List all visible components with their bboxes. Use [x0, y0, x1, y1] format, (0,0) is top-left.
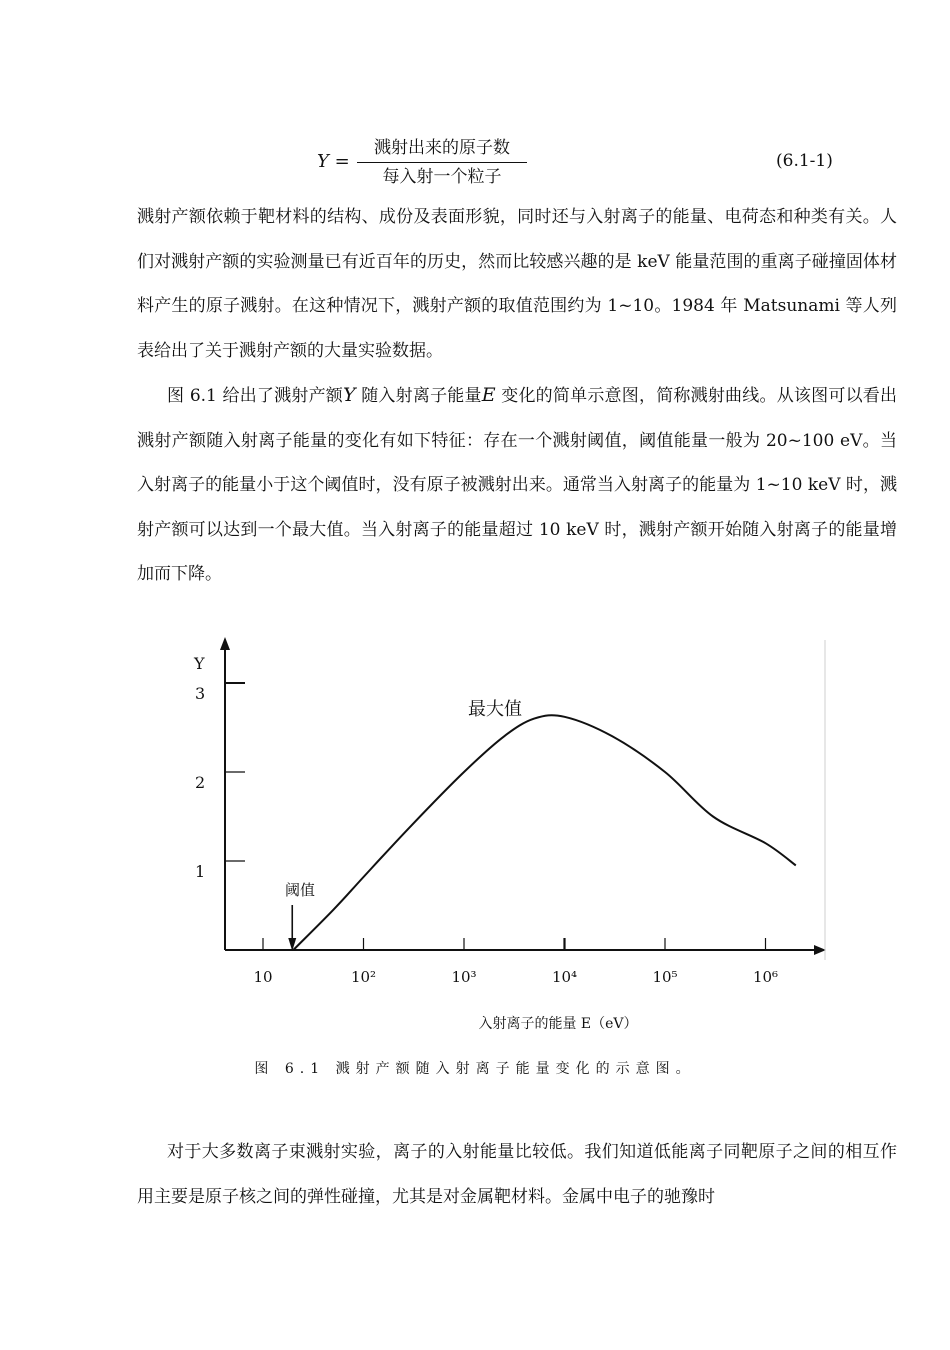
- chart-axes: [193, 637, 826, 1032]
- threshold-label: 阈值: [284, 881, 316, 899]
- equation-numerator: 溅射出来的原子数: [374, 138, 510, 158]
- paragraph-2-part-2: 随入射离子能量: [355, 386, 482, 406]
- equation-denominator: 每入射一个粒子: [382, 167, 502, 187]
- fraction-bar: [357, 162, 527, 163]
- y-axis-arrowhead: [220, 637, 230, 650]
- x-tick-label-2: 10³: [451, 968, 477, 986]
- sputtering-curve-chart: [180, 625, 860, 1045]
- paragraph-3: 对于大多数离子束溅射实验，离子的入射能量比较低。我们知道低能离子同靶原子之间的相互作用主要是原子核之间的弹性碰撞，尤其是对金属靶材料。金属中电子的驰豫时: [137, 1142, 897, 1207]
- x-axis-arrowhead: [814, 945, 826, 955]
- x-tick-label-4: 10⁵: [652, 968, 678, 986]
- x-tick-label-1: 10²: [350, 968, 377, 986]
- variable-y: Y: [343, 384, 356, 406]
- paragraph-2-part-1: 图 6.1 给出了溅射产额: [167, 386, 344, 406]
- paragraph-2-part-3: 变化的简单示意图，简称溅射曲线。从该图可以看出溅射产额随入射离子能量的变化有如下特征：存在一个溅射阈值，阈值能量一般为 20~100 eV。当入射离子的能量小于这个阈值时，没有原子被溅射出来。通常当入射离子的能量为 1~10 keV 时，溅射产额可以达到一个最大值。当入射离子的能量超过 10 keV 时，溅射产额开始随入射离子的能量增加而下降。: [137, 386, 898, 584]
- x-axis-label: 入射离子的能量 E（eV）: [478, 1016, 638, 1032]
- x-tick-label-5: 10⁶: [752, 968, 779, 986]
- chart-marks: [285, 699, 796, 951]
- equation-number: (6.1-1): [776, 151, 833, 171]
- variable-e: E: [481, 384, 496, 406]
- paragraph-2: [137, 373, 897, 597]
- x-tick-label-3: 10⁴: [551, 968, 578, 986]
- maximum-label: 最大值: [468, 699, 522, 720]
- sputtering-yield-curve: [293, 715, 796, 950]
- paragraph-1: 溅射产额依赖于靶材料的结构、成份及表面形貌，同时还与入射离子的能量、电荷态和种类有关。人们对溅射产额的实验测量已有近百年的历史，然而比较感兴趣的是 keV 能量范围的重离子碰撞固体材料产生的原子溅射。在这种情况下，溅射产额的取值范围约为 1~10。1984 年 Matsunami 等人列表给出了关于溅射产额的大量实验数据。: [137, 207, 897, 361]
- y-tick-label-1: 1: [195, 862, 206, 881]
- equation-lhs: Y =: [317, 151, 350, 172]
- sputtering-curve-figure: [180, 625, 860, 1045]
- x-tick-label-0: 10: [253, 968, 273, 986]
- equation-fraction: [357, 135, 527, 189]
- equation-6-1-1: [300, 135, 860, 195]
- figure-caption: 图 6.1 溅射产额随入射离子能量变化的示意图。: [254, 1061, 696, 1077]
- y-axis-label: Y: [194, 654, 205, 673]
- y-tick-label-2: 2: [195, 773, 206, 792]
- y-tick-label-3: 3: [195, 684, 206, 703]
